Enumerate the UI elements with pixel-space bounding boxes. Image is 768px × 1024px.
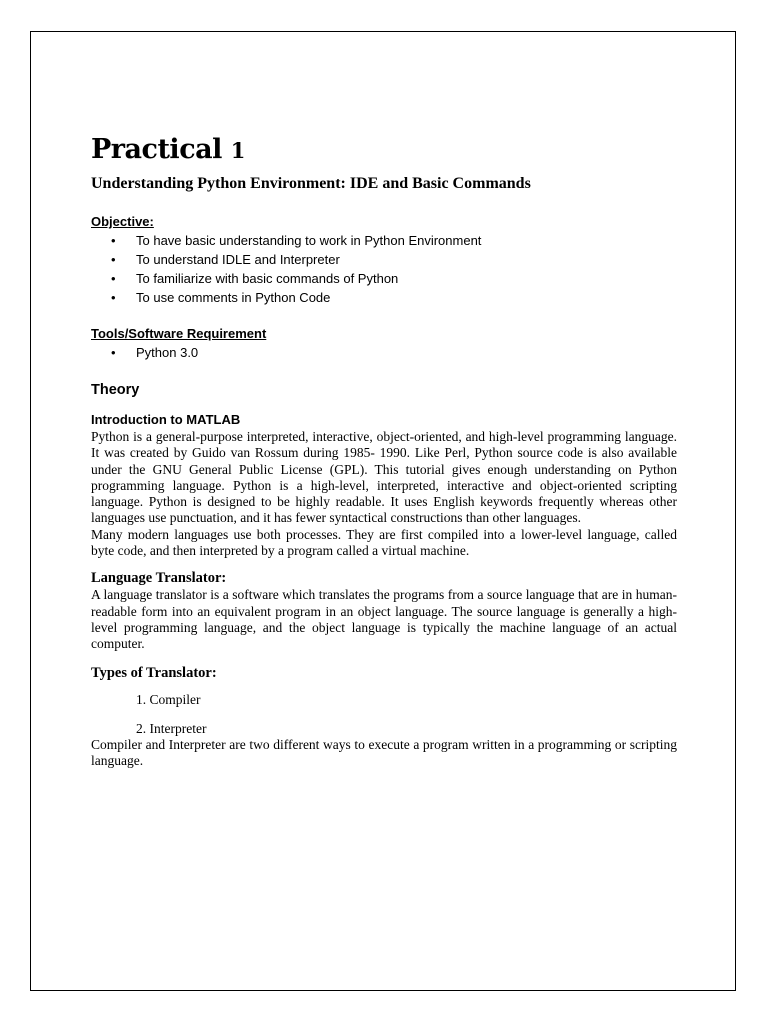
types-list	[91, 692, 677, 737]
theory-paragraph-2: Many modern languages use both processes. They are first compiled into a lower-level language, called byte code, and then interpreted by a program called a virtual machine.	[91, 526, 677, 559]
bullet-icon: •	[111, 252, 116, 267]
types-heading: Types of Translator:	[91, 664, 217, 681]
tools-heading: Tools/Software Requirement	[91, 326, 267, 341]
list-item: • To have basic understanding to work in Python Environment	[111, 233, 482, 248]
bullet-icon: •	[111, 345, 116, 360]
list-item: 2. Interpreter	[136, 720, 207, 736]
page-title	[91, 130, 677, 171]
types-paragraph: Compiler and Interpreter are two different ways to execute a program written in a programming or scripting language.	[91, 736, 677, 768]
list-item: • Python 3.0	[111, 345, 199, 360]
bullet-icon: •	[111, 271, 116, 286]
objective-heading: Objective:	[91, 214, 154, 229]
title-number: 1	[230, 138, 245, 163]
translator-heading: Language Translator:	[91, 570, 227, 587]
title-word: Practical	[91, 134, 222, 165]
list-item: • To use comments in Python Code	[111, 290, 331, 305]
document-body	[91, 130, 677, 769]
objective-list	[91, 231, 677, 307]
theory-paragraph-1: Python is a general-purpose interpreted, interactive, object-oriented, and high-level programming language. It was created by Guido van Rossum during 1985- 1990. Like Perl, Python source code is also available under the GNU General Public License (GPL). This tutorial gives enough understanding on Python programming language. Python is a high-level, interpreted, interactive and object-oriented scripting language. Python is designed to be highly readable. It uses English keywords frequently whereas other languages use punctuation, and it has fewer syntactical constructions than other languages.	[91, 429, 677, 526]
list-item: • To understand IDLE and Interpreter	[111, 252, 340, 267]
translator-paragraph: A language translator is a software which translates the programs from a source language that are in human-readable form into an equivalent program in an object language. The source language is generally a high-level programming language, and the object language is typically the machine language of an actual computer.	[91, 587, 677, 652]
intro-heading: Introduction to MATLAB	[91, 412, 241, 427]
bullet-icon: •	[111, 233, 116, 248]
theory-heading: Theory	[91, 382, 140, 398]
tools-list	[91, 343, 677, 362]
list-item: 1. Compiler	[136, 691, 201, 707]
bullet-icon: •	[111, 290, 116, 305]
list-item: • To familiarize with basic commands of Python	[111, 271, 399, 286]
page-subtitle: Understanding Python Environment: IDE and Basic Commands	[91, 175, 531, 192]
